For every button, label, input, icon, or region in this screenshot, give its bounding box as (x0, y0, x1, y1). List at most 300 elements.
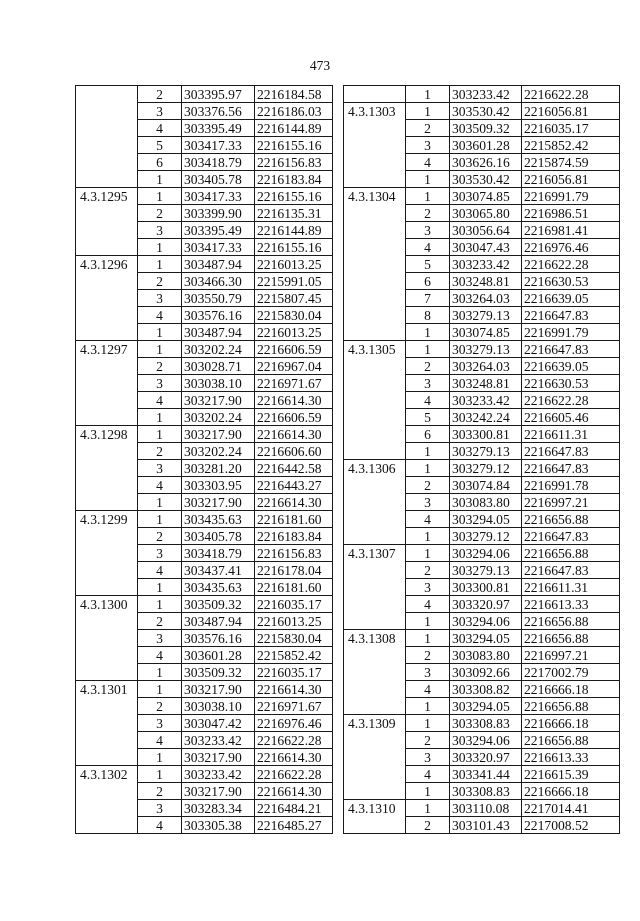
parcel-id-cell (76, 290, 138, 307)
table-row (76, 562, 333, 579)
parcel-id-cell (76, 171, 138, 188)
table-row (76, 154, 333, 171)
parcel-id-cell (76, 137, 138, 154)
parcel-id-cell (344, 120, 406, 137)
y-coordinate-cell: 2216442.58 (255, 460, 333, 477)
y-coordinate-cell: 2215830.04 (255, 630, 333, 647)
parcel-id-cell (344, 817, 406, 834)
x-coordinate-cell: 303233.42 (182, 732, 255, 749)
point-number-cell: 4 (138, 817, 182, 834)
x-coordinate-cell: 303038.10 (182, 375, 255, 392)
x-coordinate-cell: 303550.79 (182, 290, 255, 307)
table-row (344, 562, 620, 579)
point-number-cell: 4 (138, 562, 182, 579)
x-coordinate-cell: 303281.20 (182, 460, 255, 477)
x-coordinate-cell: 303601.28 (450, 137, 522, 154)
x-coordinate-cell: 303395.49 (182, 222, 255, 239)
y-coordinate-cell: 2216991.78 (522, 477, 620, 494)
y-coordinate-cell: 2216155.16 (255, 239, 333, 256)
x-coordinate-cell: 303217.90 (182, 783, 255, 800)
x-coordinate-cell: 303509.32 (182, 664, 255, 681)
parcel-id-cell (76, 545, 138, 562)
x-coordinate-cell: 303264.03 (450, 358, 522, 375)
parcel-id-cell (344, 205, 406, 222)
x-coordinate-cell: 303294.05 (450, 698, 522, 715)
point-number-cell: 6 (406, 273, 450, 290)
parcel-id-cell (76, 800, 138, 817)
parcel-id-cell: 4.3.1301 (76, 681, 138, 698)
x-coordinate-cell: 303092.66 (450, 664, 522, 681)
point-number-cell: 1 (138, 664, 182, 681)
x-coordinate-cell: 303435.63 (182, 579, 255, 596)
x-coordinate-cell: 303418.79 (182, 545, 255, 562)
point-number-cell: 1 (406, 698, 450, 715)
table-row (76, 409, 333, 426)
table-row (344, 120, 620, 137)
point-number-cell: 4 (138, 392, 182, 409)
parcel-id-cell (344, 681, 406, 698)
y-coordinate-cell: 2216622.28 (522, 86, 620, 103)
x-coordinate-cell: 303279.13 (450, 443, 522, 460)
point-number-cell: 1 (406, 86, 450, 103)
coordinates-table-right (343, 85, 620, 834)
parcel-id-cell (344, 511, 406, 528)
point-number-cell: 1 (138, 681, 182, 698)
table-row (76, 647, 333, 664)
parcel-id-cell: 4.3.1297 (76, 341, 138, 358)
point-number-cell: 2 (138, 698, 182, 715)
table-row (76, 324, 333, 341)
point-number-cell: 3 (138, 222, 182, 239)
point-number-cell: 3 (406, 749, 450, 766)
y-coordinate-cell: 2216186.03 (255, 103, 333, 120)
point-number-cell: 4 (406, 681, 450, 698)
x-coordinate-cell: 303300.81 (450, 579, 522, 596)
page-number: 473 (309, 58, 331, 73)
y-coordinate-cell: 2216611.31 (522, 579, 620, 596)
point-number-cell: 1 (406, 443, 450, 460)
point-number-cell: 3 (406, 137, 450, 154)
x-coordinate-cell: 303487.94 (182, 324, 255, 341)
x-coordinate-cell: 303074.84 (450, 477, 522, 494)
parcel-id-cell (344, 443, 406, 460)
x-coordinate-cell: 303065.80 (450, 205, 522, 222)
point-number-cell: 1 (138, 171, 182, 188)
y-coordinate-cell: 2216178.04 (255, 562, 333, 579)
parcel-id-cell: 4.3.1300 (76, 596, 138, 613)
point-number-cell: 3 (138, 460, 182, 477)
y-coordinate-cell: 2217002.79 (522, 664, 620, 681)
point-number-cell: 2 (138, 358, 182, 375)
parcel-id-cell (344, 137, 406, 154)
parcel-id-cell (76, 664, 138, 681)
y-coordinate-cell: 2216656.88 (522, 698, 620, 715)
parcel-id-cell (344, 477, 406, 494)
parcel-id-cell (76, 749, 138, 766)
x-coordinate-cell: 303028.71 (182, 358, 255, 375)
x-coordinate-cell: 303083.80 (450, 647, 522, 664)
point-number-cell: 1 (138, 766, 182, 783)
table-row (76, 511, 333, 528)
point-number-cell: 2 (406, 562, 450, 579)
x-coordinate-cell: 303217.90 (182, 749, 255, 766)
y-coordinate-cell: 2216614.30 (255, 494, 333, 511)
table-row (344, 613, 620, 630)
table-row (344, 222, 620, 239)
parcel-id-cell (76, 273, 138, 290)
x-coordinate-cell: 303279.12 (450, 460, 522, 477)
parcel-id-cell (344, 154, 406, 171)
parcel-id-cell: 4.3.1302 (76, 766, 138, 783)
point-number-cell: 1 (138, 341, 182, 358)
table-row (344, 290, 620, 307)
y-coordinate-cell: 2216997.21 (522, 647, 620, 664)
table-row (76, 120, 333, 137)
table-row (344, 596, 620, 613)
point-number-cell: 1 (406, 460, 450, 477)
y-coordinate-cell: 2216647.83 (522, 341, 620, 358)
parcel-id-cell (344, 647, 406, 664)
parcel-id-cell: 4.3.1304 (344, 188, 406, 205)
point-number-cell: 4 (406, 596, 450, 613)
parcel-id-cell (344, 494, 406, 511)
coordinates-table-left (75, 85, 333, 834)
y-coordinate-cell: 2216639.05 (522, 358, 620, 375)
point-number-cell: 3 (138, 103, 182, 120)
table-row (344, 800, 620, 817)
point-number-cell: 4 (138, 120, 182, 137)
parcel-id-cell: 4.3.1296 (76, 256, 138, 273)
point-number-cell: 3 (406, 664, 450, 681)
y-coordinate-cell: 2215852.42 (522, 137, 620, 154)
point-number-cell: 1 (406, 715, 450, 732)
point-number-cell: 3 (138, 630, 182, 647)
x-coordinate-cell: 303308.82 (450, 681, 522, 698)
y-coordinate-cell: 2216666.18 (522, 681, 620, 698)
table-row (76, 664, 333, 681)
table-row (344, 630, 620, 647)
table-row (344, 426, 620, 443)
point-number-cell: 4 (138, 307, 182, 324)
table-row (344, 766, 620, 783)
y-coordinate-cell: 2217014.41 (522, 800, 620, 817)
table-row (344, 188, 620, 205)
y-coordinate-cell: 2216013.25 (255, 324, 333, 341)
y-coordinate-cell: 2216144.89 (255, 120, 333, 137)
x-coordinate-cell: 303601.28 (182, 647, 255, 664)
parcel-id-cell: 4.3.1306 (344, 460, 406, 477)
point-number-cell: 3 (406, 579, 450, 596)
table-row (344, 732, 620, 749)
y-coordinate-cell: 2216647.83 (522, 307, 620, 324)
table-row (344, 307, 620, 324)
point-number-cell: 4 (138, 477, 182, 494)
point-number-cell: 3 (138, 375, 182, 392)
point-number-cell: 1 (406, 545, 450, 562)
table-row (76, 256, 333, 273)
x-coordinate-cell: 303248.81 (450, 375, 522, 392)
parcel-id-cell (344, 664, 406, 681)
y-coordinate-cell: 2216615.39 (522, 766, 620, 783)
x-coordinate-cell: 303320.97 (450, 596, 522, 613)
parcel-id-cell (76, 562, 138, 579)
parcel-id-cell (344, 732, 406, 749)
point-number-cell: 2 (406, 732, 450, 749)
parcel-id-cell (344, 171, 406, 188)
x-coordinate-cell: 303217.90 (182, 426, 255, 443)
x-coordinate-cell: 303530.42 (450, 171, 522, 188)
table-row (76, 443, 333, 460)
y-coordinate-cell: 2216135.31 (255, 205, 333, 222)
point-number-cell: 2 (406, 120, 450, 137)
y-coordinate-cell: 2216976.46 (255, 715, 333, 732)
point-number-cell: 3 (138, 800, 182, 817)
table-row (76, 579, 333, 596)
table-row (76, 732, 333, 749)
y-coordinate-cell: 2216605.46 (522, 409, 620, 426)
table-row (76, 341, 333, 358)
table-row (76, 205, 333, 222)
y-coordinate-cell: 2216647.83 (522, 460, 620, 477)
point-number-cell: 4 (138, 647, 182, 664)
point-number-cell: 3 (138, 545, 182, 562)
point-number-cell: 2 (138, 783, 182, 800)
y-coordinate-cell: 2216971.67 (255, 698, 333, 715)
point-number-cell: 4 (406, 239, 450, 256)
x-coordinate-cell: 303294.06 (450, 613, 522, 630)
x-coordinate-cell: 303047.42 (182, 715, 255, 732)
point-number-cell: 6 (138, 154, 182, 171)
y-coordinate-cell: 2216656.88 (522, 630, 620, 647)
y-coordinate-cell: 2216485.27 (255, 817, 333, 834)
x-coordinate-cell: 303300.81 (450, 426, 522, 443)
table-row (344, 239, 620, 256)
table-row (344, 664, 620, 681)
point-number-cell: 2 (406, 817, 450, 834)
parcel-id-cell: 4.3.1303 (344, 103, 406, 120)
y-coordinate-cell: 2216614.30 (255, 783, 333, 800)
x-coordinate-cell: 303341.44 (450, 766, 522, 783)
parcel-id-cell (344, 596, 406, 613)
parcel-id-cell (344, 86, 406, 103)
x-coordinate-cell: 303217.90 (182, 681, 255, 698)
y-coordinate-cell: 2216630.53 (522, 375, 620, 392)
point-number-cell: 5 (406, 409, 450, 426)
y-coordinate-cell: 2216443.27 (255, 477, 333, 494)
point-number-cell: 5 (406, 256, 450, 273)
parcel-id-cell (344, 324, 406, 341)
table-row (76, 715, 333, 732)
table-row (76, 783, 333, 800)
point-number-cell: 4 (138, 732, 182, 749)
point-number-cell: 6 (406, 426, 450, 443)
x-coordinate-cell: 303303.95 (182, 477, 255, 494)
y-coordinate-cell: 2217008.52 (522, 817, 620, 834)
x-coordinate-cell: 303283.34 (182, 800, 255, 817)
parcel-id-cell (344, 698, 406, 715)
table-row (344, 137, 620, 154)
y-coordinate-cell: 2215991.05 (255, 273, 333, 290)
y-coordinate-cell: 2216484.21 (255, 800, 333, 817)
x-coordinate-cell: 303530.42 (450, 103, 522, 120)
point-number-cell: 2 (138, 613, 182, 630)
parcel-id-cell (344, 256, 406, 273)
x-coordinate-cell: 303308.83 (450, 783, 522, 800)
table-row (344, 273, 620, 290)
parcel-id-cell (76, 528, 138, 545)
point-number-cell: 4 (406, 392, 450, 409)
y-coordinate-cell: 2216991.79 (522, 188, 620, 205)
parcel-id-cell (344, 375, 406, 392)
point-number-cell: 3 (138, 290, 182, 307)
x-coordinate-cell: 303509.32 (450, 120, 522, 137)
x-coordinate-cell: 303083.80 (450, 494, 522, 511)
point-number-cell: 3 (406, 494, 450, 511)
table-row (76, 630, 333, 647)
y-coordinate-cell: 2216156.83 (255, 154, 333, 171)
x-coordinate-cell: 303242.24 (450, 409, 522, 426)
y-coordinate-cell: 2216656.88 (522, 613, 620, 630)
parcel-id-cell (344, 409, 406, 426)
y-coordinate-cell: 2216656.88 (522, 732, 620, 749)
x-coordinate-cell: 303305.38 (182, 817, 255, 834)
y-coordinate-cell: 2216181.60 (255, 511, 333, 528)
point-number-cell: 5 (138, 137, 182, 154)
point-number-cell: 1 (138, 256, 182, 273)
y-coordinate-cell: 2216991.79 (522, 324, 620, 341)
x-coordinate-cell: 303399.90 (182, 205, 255, 222)
y-coordinate-cell: 2216606.59 (255, 341, 333, 358)
x-coordinate-cell: 303576.16 (182, 307, 255, 324)
table-row (76, 86, 333, 103)
point-number-cell: 1 (406, 103, 450, 120)
table-row (76, 494, 333, 511)
y-coordinate-cell: 2216056.81 (522, 171, 620, 188)
table-row (76, 800, 333, 817)
point-number-cell: 1 (138, 494, 182, 511)
table-row (344, 817, 620, 834)
table-row (76, 596, 333, 613)
point-number-cell: 1 (406, 800, 450, 817)
table-row (76, 188, 333, 205)
table-row (344, 86, 620, 103)
parcel-id-cell: 4.3.1305 (344, 341, 406, 358)
point-number-cell: 2 (138, 273, 182, 290)
x-coordinate-cell: 303279.13 (450, 562, 522, 579)
table-row (76, 749, 333, 766)
table-row (344, 409, 620, 426)
table-row (76, 477, 333, 494)
parcel-id-cell (76, 375, 138, 392)
y-coordinate-cell: 2216035.17 (255, 664, 333, 681)
x-coordinate-cell: 303233.42 (450, 86, 522, 103)
parcel-id-cell (76, 647, 138, 664)
parcel-id-cell: 4.3.1298 (76, 426, 138, 443)
parcel-id-cell (76, 630, 138, 647)
parcel-id-cell: 4.3.1295 (76, 188, 138, 205)
point-number-cell: 1 (406, 171, 450, 188)
parcel-id-cell (344, 562, 406, 579)
y-coordinate-cell: 2216613.33 (522, 749, 620, 766)
parcel-id-cell: 4.3.1309 (344, 715, 406, 732)
point-number-cell: 1 (138, 426, 182, 443)
y-coordinate-cell: 2216622.28 (255, 766, 333, 783)
y-coordinate-cell: 2215852.42 (255, 647, 333, 664)
x-coordinate-cell: 303405.78 (182, 171, 255, 188)
point-number-cell: 1 (406, 613, 450, 630)
parcel-id-cell (76, 443, 138, 460)
parcel-id-cell (76, 307, 138, 324)
y-coordinate-cell: 2216614.30 (255, 392, 333, 409)
table-row (76, 766, 333, 783)
x-coordinate-cell: 303294.05 (450, 630, 522, 647)
point-number-cell: 1 (138, 239, 182, 256)
table-row (344, 545, 620, 562)
point-number-cell: 2 (406, 358, 450, 375)
point-number-cell: 1 (138, 188, 182, 205)
y-coordinate-cell: 2216013.25 (255, 613, 333, 630)
point-number-cell: 1 (138, 511, 182, 528)
parcel-id-cell (344, 749, 406, 766)
parcel-id-cell (76, 86, 138, 103)
x-coordinate-cell: 303074.85 (450, 188, 522, 205)
x-coordinate-cell: 303056.64 (450, 222, 522, 239)
x-coordinate-cell: 303202.24 (182, 443, 255, 460)
point-number-cell: 1 (406, 528, 450, 545)
table-row (344, 154, 620, 171)
x-coordinate-cell: 303294.06 (450, 732, 522, 749)
table-row (344, 494, 620, 511)
point-number-cell: 1 (406, 341, 450, 358)
parcel-id-cell: 4.3.1307 (344, 545, 406, 562)
parcel-id-cell (76, 154, 138, 171)
table-row (344, 341, 620, 358)
x-coordinate-cell: 303626.16 (450, 154, 522, 171)
parcel-id-cell (344, 579, 406, 596)
y-coordinate-cell: 2216639.05 (522, 290, 620, 307)
y-coordinate-cell: 2216967.04 (255, 358, 333, 375)
table-row (344, 681, 620, 698)
y-coordinate-cell: 2216647.83 (522, 562, 620, 579)
point-number-cell: 1 (138, 324, 182, 341)
table-row (76, 307, 333, 324)
parcel-id-cell (76, 783, 138, 800)
x-coordinate-cell: 303437.41 (182, 562, 255, 579)
parcel-id-cell (76, 120, 138, 137)
x-coordinate-cell: 303074.85 (450, 324, 522, 341)
x-coordinate-cell: 303376.56 (182, 103, 255, 120)
y-coordinate-cell: 2216614.30 (255, 749, 333, 766)
table-row (344, 749, 620, 766)
table-row (76, 358, 333, 375)
x-coordinate-cell: 303308.83 (450, 715, 522, 732)
y-coordinate-cell: 2215874.59 (522, 154, 620, 171)
y-coordinate-cell: 2216997.21 (522, 494, 620, 511)
y-coordinate-cell: 2215830.04 (255, 307, 333, 324)
x-coordinate-cell: 303320.97 (450, 749, 522, 766)
x-coordinate-cell: 303047.43 (450, 239, 522, 256)
point-number-cell: 1 (406, 783, 450, 800)
x-coordinate-cell: 303395.49 (182, 120, 255, 137)
y-coordinate-cell: 2216666.18 (522, 783, 620, 800)
y-coordinate-cell: 2216971.67 (255, 375, 333, 392)
x-coordinate-cell: 303264.03 (450, 290, 522, 307)
x-coordinate-cell: 303202.24 (182, 409, 255, 426)
x-coordinate-cell: 303294.05 (450, 511, 522, 528)
table-row (76, 817, 333, 834)
table-row (344, 205, 620, 222)
parcel-id-cell (76, 460, 138, 477)
